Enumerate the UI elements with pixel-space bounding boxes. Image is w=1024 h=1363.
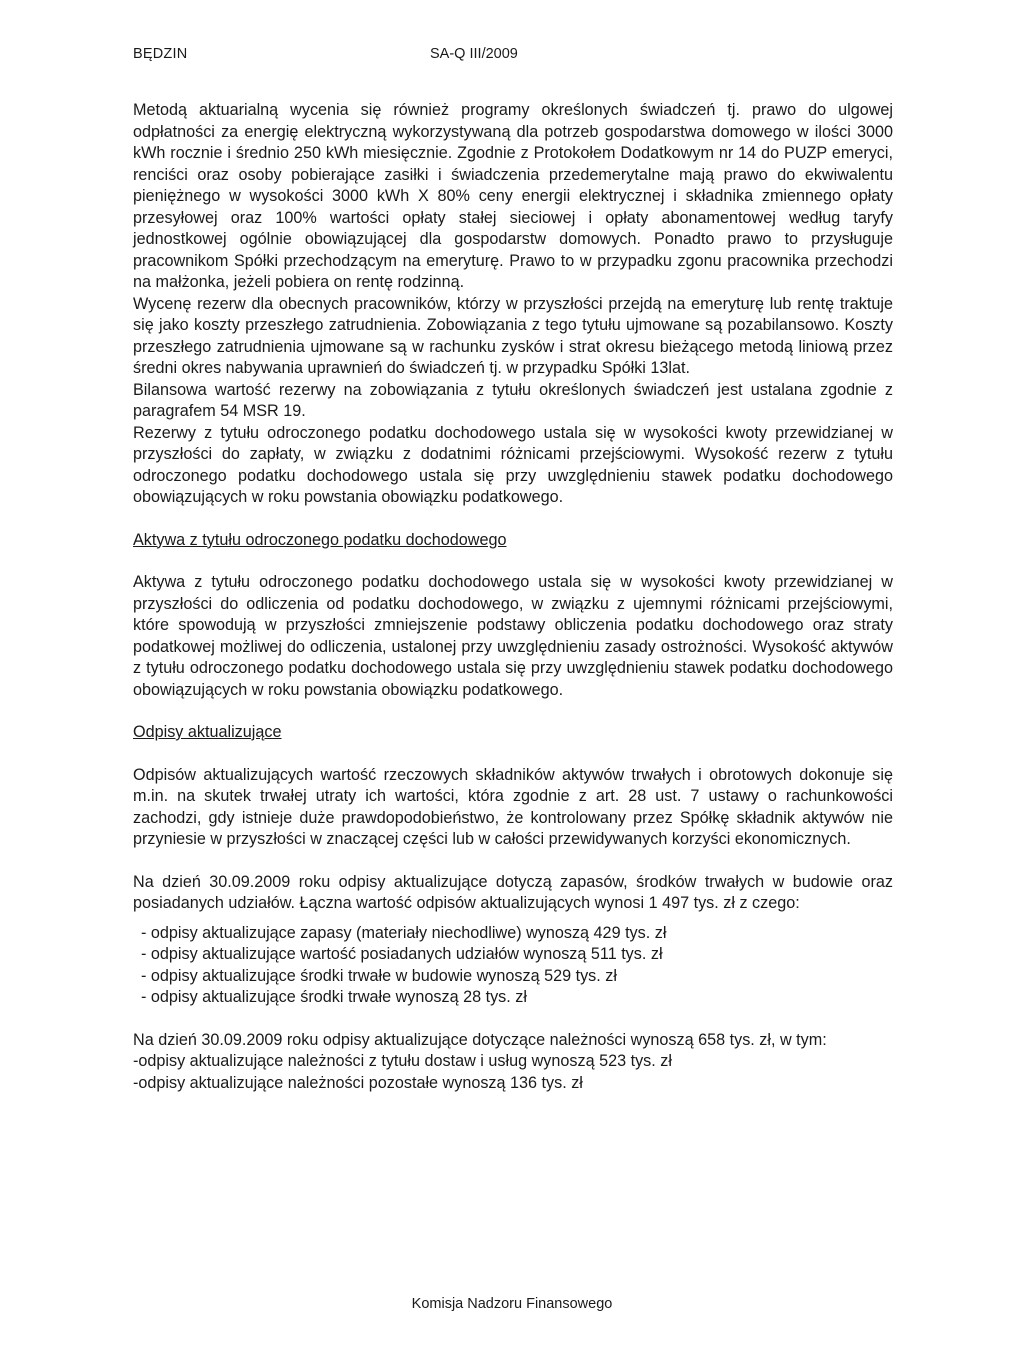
paragraph-write-offs-total: Na dzień 30.09.2009 roku odpisy aktualizujące dotyczą zapasów, środków trwałych w budowie oraz posiadanych udziałów. Łączna wartość odpisów aktualizujących wynosi 1 497 tys. zł z czego: bbox=[133, 872, 893, 912]
footer-organization: Komisja Nadzoru Finansowego bbox=[411, 1296, 613, 1312]
spacer bbox=[133, 915, 893, 923]
list-item: - odpisy aktualizujące środki trwałe w budowie wynoszą 529 tys. zł bbox=[141, 966, 893, 988]
heading-deferred-tax-assets: Aktywa z tytułu odroczonego podatku dochodowego bbox=[133, 530, 507, 549]
receivables-item: -odpisy aktualizujące należności z tytułu dostaw i usług wynoszą 523 tys. zł bbox=[133, 1052, 672, 1070]
spacer bbox=[133, 851, 893, 872]
paragraph-balance-value: Bilansowa wartość rezerwy na zobowiązania z tytułu określonych świadczeń jest ustalana zgodnie z paragrafem 54 MSR 19. bbox=[133, 380, 893, 420]
spacer bbox=[133, 701, 893, 722]
paragraph-actuarial: Metodą aktuarialną wycenia się również programy określonych świadczeń tj. prawo do ulgowej odpłatności za energię elektryczną wykorzystywaną dla potrzeb gospodarstwa domowego w ilości 3000 kWh rocznie i średnio 250 kWh miesięcznie. Zgodnie z Protokołem Dodatkowym nr 14 do PUZP emeryci, renciści oraz osoby pobierające zasiłki i świadczenia przedemerytalne mają prawo do ekwiwalentu pieniężnego w wysokości 3000 kWh X 80% ceny energii elektrycznej i składnika zmiennego opłaty przesyłowej oraz 100% wartości opłaty stałej sieciowej i opłaty abonamentowej według taryfy jednostkowej ogólnie obowiązującej dla gospodarstw domowych. Ponadto prawo to przysługuje pracownikom Spółki przechodzącym na emeryturę. Prawo to w przypadku zgonu pracownika przechodzi na małżonka, jeżeli pobiera on rentę rodzinną. bbox=[133, 101, 893, 291]
receivables-block bbox=[133, 1030, 893, 1095]
spacer bbox=[133, 509, 893, 530]
header-location: BĘDZIN bbox=[133, 46, 188, 62]
paragraph-write-offs-policy: Odpisów aktualizujących wartość rzeczowych składników aktywów trwałych i obrotowych dokonuje się m.in. na skutek trwałej utraty ich wartości, która zgodnie z art. 28 ust. 7 ustawy o rachunkowości zachodzi, gdy istnieje duże prawdopodobieństwo, że kontrolowany przez Spółkę składnik aktywów nie przyniesie w przyszłości w znaczącej części lub w całości przewidywanych korzyści ekonomicznych. bbox=[133, 765, 893, 848]
paragraph-deferred-tax-assets: Aktywa z tytułu odroczonego podatku dochodowego ustala się w wysokości kwoty przewidzianej w przyszłości do odliczenia od podatku dochodowego, w związku z ujemnymi różnicami przejściowymi, które spowodują w przyszłości zmniejszenie podstawy obliczenia podatku dochodowego oraz straty podatkowej możliwej do odliczenia, ustalonej przy uwzględnieniu zasady ostrożności. Wysokość aktywów z tytułu odroczonego podatku dochodowego ustala się przy uwzględnieniu stawek podatku dochodowego obowiązujących w roku powstania obowiązku podatkowego. bbox=[133, 573, 893, 699]
heading-write-offs: Odpisy aktualizujące bbox=[133, 723, 282, 741]
document-body bbox=[133, 100, 893, 1094]
paragraph-provisions-valuation: Wycenę rezerw dla obecnych pracowników, którzy w przyszłości przejdą na emeryturę lub rentę traktuje się jako koszty przeszłego zatrudnienia. Zobowiązania z tego tytułu ujmowane są pozabilansowo. Koszty przeszłego zatrudnienia ujmowane są w rachunku zysków i strat okresu bieżącego metodą liniową przez średni okres nabywania uprawnień do świadczeń tj. w przypadku Spółki 13lat. bbox=[133, 294, 893, 377]
paragraph-deferred-tax-provision: Rezerwy z tytułu odroczonego podatku dochodowego ustala się w wysokości kwoty przewidzianej w przyszłości do zapłaty, w związku z dodatnimi różnicami przejściowymi. Wysokość rezerw z tytułu odroczonego podatku dochodowego ustala się przy uwzględnieniu stawek podatku dochodowego obowiązujących w roku powstania obowiązku podatkowego. bbox=[133, 423, 893, 506]
receivables-item: -odpisy aktualizujące należności pozostałe wynoszą 136 tys. zł bbox=[133, 1073, 583, 1092]
list-item: - odpisy aktualizujące wartość posiadanych udziałów wynoszą 511 tys. zł bbox=[141, 944, 893, 966]
header-report-id: SA-Q III/2009 bbox=[430, 46, 518, 62]
paragraph-receivables-total: Na dzień 30.09.2009 roku odpisy aktualizujące dotyczące należności wynoszą 658 tys. zł, w tym: bbox=[133, 1030, 827, 1049]
spacer bbox=[133, 744, 893, 765]
list-item: - odpisy aktualizujące środki trwałe wynoszą 28 tys. zł bbox=[141, 987, 893, 1009]
spacer bbox=[133, 551, 893, 572]
spacer bbox=[133, 1009, 893, 1030]
list-item: - odpisy aktualizujące zapasy (materiały niechodliwe) wynoszą 429 tys. zł bbox=[141, 923, 893, 945]
write-offs-list bbox=[133, 923, 893, 1009]
